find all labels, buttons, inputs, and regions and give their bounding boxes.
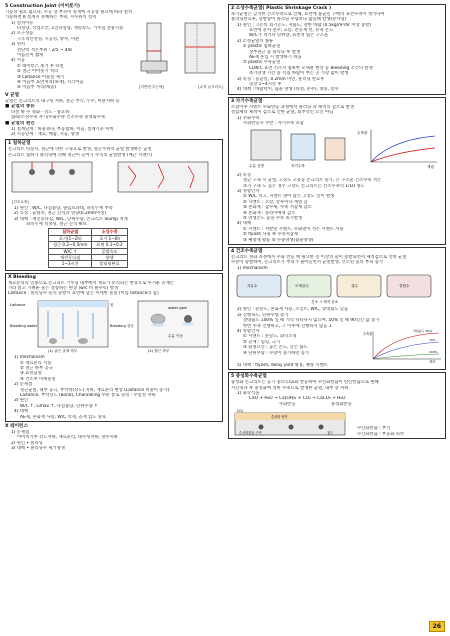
list-item: 1) 설치이유 bbox=[11, 20, 34, 26]
text-line: Laitance : 블리딩수 물의 증발시 표면에 남는 미세한 물질 (이를 laitance라 함) bbox=[8, 291, 159, 297]
list-item: 3) 영향인자 bbox=[237, 188, 260, 194]
list-item: ② 철근 하부 공극 bbox=[20, 366, 53, 372]
figure-label: 수산화칼슘 구역 bbox=[239, 431, 262, 436]
table-cell: 증발속도 bbox=[92, 248, 127, 254]
figure-label: 수분 이동 bbox=[168, 333, 184, 338]
figure-label: (1) 굵은 골재 하부 bbox=[48, 348, 78, 353]
list-item: 1) mechanism bbox=[14, 355, 45, 361]
section-box-autogenous bbox=[228, 97, 446, 245]
text-line: 수분이 증발하여, 콘크리트가 부피가 줄어들면서 균열발생, 건조된 물의 부피 증가 bbox=[231, 260, 383, 266]
list-item: ② 시멘트 : 조강, 알루미나 계열 큼 bbox=[243, 199, 308, 205]
list-item: 초기 구속 도 높은 경우 고강도 콘크리트는 건조수축의 1/10 정도 bbox=[243, 183, 365, 189]
construction-joint-figure bbox=[139, 21, 223, 83]
list-item: 2) 요구성능 bbox=[11, 31, 34, 37]
figure-label: Laitance bbox=[10, 302, 26, 307]
list-item: 철근 구속 시 균열, 고강도 고유동 콘크리트 증가, 큰 구조물 건조수축 적은 bbox=[243, 178, 382, 184]
list-item: 2) 특성 : 균열폭, 철근 간격과 영향(0.2mm이상) bbox=[14, 211, 107, 217]
section-box-settlement bbox=[5, 139, 223, 270]
section-title: V 균열 bbox=[5, 92, 20, 98]
list-item: 상부철근 등 블리딩 후 발생 bbox=[249, 49, 301, 55]
list-item: ④ 단위수량 : 수량이 증가하면 증가 bbox=[243, 350, 310, 356]
figure-caption: [수직 콘크리트] bbox=[198, 85, 223, 90]
section-box-carbonation bbox=[228, 372, 446, 439]
text-line: 블리딩완료후, 증발량이 블리딩 수량보다 많을때 발생(분사형) bbox=[231, 17, 347, 23]
list-item: CON'C 표면 건조시 침하한 모세관 현상 등 Bleeding 조건의 발생 bbox=[249, 65, 373, 71]
subheading: ■ 균열의 원인 bbox=[5, 120, 35, 126]
section-title: 5 Construction Joint (이어붓기) bbox=[5, 4, 81, 9]
carbonation-figure bbox=[231, 407, 351, 437]
list-item: ① plastic 침하균열 bbox=[243, 44, 281, 50]
list-item: 3) 위치 bbox=[11, 42, 26, 48]
text-line: 가라 앉고 가벼운 물은 상승하는 현상 (w/c 비 클수록) 발생 bbox=[8, 286, 119, 291]
list-item: 1) 화학식을 bbox=[237, 391, 260, 397]
list-item: ④ 건조후 미세물질 bbox=[20, 376, 56, 382]
list-item: 1) mechanism bbox=[237, 265, 268, 271]
right-column bbox=[228, 4, 446, 441]
list-item: 2) 특징 bbox=[237, 172, 252, 178]
list-item: ② flyash 사용 ④ 수축저감제 bbox=[243, 232, 299, 238]
list-item: 전단력 적은부위 : 2/5 ~ 4/8 bbox=[17, 47, 72, 53]
list-item: ③ 팽창재 활용 ⑤ 수중양생(습윤양생) bbox=[243, 237, 314, 243]
list-item: 한번 수축 진행하고, 그 이후에 진행하지 않음 ↓ bbox=[243, 323, 333, 329]
section-box-bleeding bbox=[5, 273, 223, 422]
section-box-drying bbox=[228, 247, 446, 370]
list-item: 2) 소성균열의 종류 bbox=[237, 38, 274, 44]
list-item: ⑤ 이음부 처리(채움) bbox=[17, 85, 56, 91]
list-item: 4) 시공 bbox=[11, 58, 26, 64]
list-item: ② 철근 이어붓기 처리 bbox=[17, 69, 59, 75]
list-item: 상대습도 100% 일 때 거의 나타나지 않으며, 50% 일 때 90일간 값 증가 bbox=[243, 318, 380, 324]
list-item: ① 시멘트 : 분말도, 화학조성 bbox=[243, 334, 297, 340]
figure-label: 모세관수 bbox=[295, 284, 309, 289]
table-cell: 초기(1~2h) bbox=[49, 235, 92, 241]
table-cell: W/C ↑ bbox=[49, 248, 92, 254]
list-item: 구조적안전성, 시공성, 방수, 미관 bbox=[17, 36, 80, 42]
list-item: 2) 원인 : 분말도, 혼화재 사용, 조인트, W/C, 상대습도 낮음 bbox=[237, 307, 349, 313]
table-cell: 철근 0.2~0.5mm bbox=[49, 242, 92, 248]
table-header: 소성수축 bbox=[92, 229, 127, 235]
list-item: W/C ↑, Gmax ↑, 다짐불량, 단위수량 ↑ bbox=[20, 403, 98, 409]
text-line: 결합체의 체적이 감소로 인한 균열, 외부적인 요인 아님 bbox=[231, 110, 334, 116]
section-title: 3 자기수축균열 bbox=[231, 98, 263, 104]
table-cell: 양생 bbox=[92, 254, 127, 260]
list-item: 1) 수화수축 bbox=[237, 115, 260, 121]
list-item: 표면에 분사 살수, 흐름, 잔골재 선, 유속 온도 bbox=[249, 28, 334, 34]
table-cell: 재진동다짐 bbox=[49, 254, 92, 260]
table-row bbox=[49, 261, 128, 267]
bleeding-figure bbox=[8, 297, 220, 353]
list-item: 철근균열, 내부 공극, 부착력(강도) 저하, 재료분리 현상 (Laitance 비중이 증가) bbox=[20, 387, 170, 393]
section-title: 1 침하균열 bbox=[8, 141, 31, 147]
section-title: 2 소성수축균열( Plastic Shrinkage Crack ) bbox=[231, 6, 332, 11]
figure-label: 중성화 영역 bbox=[271, 415, 288, 420]
figure-label: 건조 → 체적 감소 bbox=[311, 300, 339, 305]
text-line: 재료분리의 일종으로 콘크리트 거푸집 내부에서 재료가 분리되는 현상으로 무거운 골재는 bbox=[8, 280, 174, 286]
figure-label: Bleeding water bbox=[10, 323, 38, 328]
list-item: 1) 문제점 bbox=[11, 429, 30, 435]
figure-label: 자유수 bbox=[247, 284, 258, 289]
list-item: ③ 환경요인 : 높은 온도, 낮은 습도 bbox=[243, 345, 308, 351]
list-item: ④ 혼화재 : 플라이애쉬 감소 bbox=[243, 210, 296, 216]
list-item: ④ 이음부 표면처리(목재), 직각이음 bbox=[17, 80, 84, 86]
figure-label: Bleeding 상승 bbox=[110, 323, 134, 328]
list-item: 1) 원인 : W/C, 다짐불량, 슬럼프과대, 피복두께 부족 bbox=[14, 205, 113, 211]
list-item: 타설량, 작업조건, 1일타설량, 재령강도, 거푸집 전용시용 bbox=[17, 26, 124, 32]
section-title: 5 중성화수축균열 bbox=[231, 374, 267, 380]
list-item: 초기양생 기간 중 직접 바람이 부는 곳 가장 많이 발생 bbox=[249, 71, 349, 77]
comparison-table bbox=[48, 228, 128, 267]
section-box-plastic bbox=[228, 4, 446, 95]
list-item: 2) 원인 • 블리딩 bbox=[11, 440, 43, 446]
list-item: 3) 대책 • 블리딩수 제거양생 bbox=[11, 446, 65, 452]
text-line: 2) 시공단계 : 재료, 배합, 시공, 양생 bbox=[11, 131, 79, 137]
section-title: X 레이턴스 bbox=[5, 424, 28, 430]
axis-label: 재령 bbox=[429, 360, 436, 364]
formula-label: 중성화반응 bbox=[330, 401, 352, 407]
list-item: 3) 특징 : 등균일, 0.2mm 미만, 블리딩 완료후 bbox=[237, 76, 325, 82]
drying-mechanism-figure bbox=[231, 271, 443, 305]
figure-label: 철근 bbox=[327, 431, 334, 436]
series-label: 100% bbox=[429, 350, 438, 355]
formula: CaO + H₂O → Ca(OH)₂ + CO₂ → CaCO₃ + H₂O bbox=[249, 396, 346, 402]
list-item: ① 레이턴스 제거 후 타설 bbox=[17, 63, 64, 69]
text-line: 기능상 필요 없으나, 시공 상 부득이 설계에 시공상 필요에 따라 설치 bbox=[5, 9, 133, 15]
figure-label: 물 bbox=[110, 302, 114, 307]
text-line: 수산화칼슘 : 부식 bbox=[357, 426, 391, 432]
list-item: 4) 대책 bbox=[14, 409, 29, 415]
figure-label: 자기수축 bbox=[291, 164, 305, 169]
drying-shrinkage-graph bbox=[363, 329, 443, 363]
formula-label: 수화반응 bbox=[279, 401, 296, 407]
table-header: 침하균열 bbox=[49, 229, 92, 235]
list-item: W/C가 적거나 단위량, 표면적 넓은 구조물 bbox=[249, 33, 329, 39]
figure-label: 결합수 bbox=[399, 284, 410, 289]
text-line: 가능하면 K 설계시 유해하은 부위, 저수위의 설치 bbox=[5, 15, 97, 21]
list-item: 1) 원인 : 고온의 외기온도, 저습도, 강한 바람 (0.5kg/m²/hr 이상 증발) bbox=[237, 22, 371, 28]
table-cell: 초기 1~6h bbox=[92, 235, 127, 241]
axis-label: 수축률 bbox=[357, 131, 368, 136]
figure-label: water gain bbox=[168, 305, 188, 310]
list-item: AE제 혼입 시 발생하기 쉬움 bbox=[249, 55, 302, 61]
text-line: 타설 하 수 경화 - 강도 - 중요하 bbox=[11, 109, 70, 115]
list-item: 형상 1~4시간 후 bbox=[249, 82, 282, 88]
list-item: 이어치기부 강도저하, 재료분리, 내수성저하, 방수저하 bbox=[17, 435, 118, 441]
figure-label: 겔수 bbox=[351, 284, 358, 289]
settlement-crack-figure bbox=[8, 158, 220, 198]
figure-caption: [지반면 부근에] bbox=[139, 85, 164, 90]
text-line: 콘크리트 경화 과정에서 수화 반응 에 필요한 것 이상의 물이 증발되면서 체적감소로 인한 균열 bbox=[231, 254, 407, 260]
list-item: AE제, 혼화재 사용, W/C 작게, 골재 입도 양호 bbox=[20, 414, 107, 420]
list-item: ① W/C 적고, 시멘트 양이 많은 고강도 일이 발생 bbox=[243, 194, 335, 200]
list-item: 3) 대책 : 재진동다짐, W/C, 단위수량, 콘크리트 Slump 적게 bbox=[14, 216, 128, 222]
list-item: ③ Laitance 이물질 제거 bbox=[17, 74, 64, 80]
text-line: 콘크리트 침하가 블리딩에 의해 철근이 들어가 수직의 균열발생 (배근 시멘트) bbox=[8, 152, 153, 158]
text-line: 1) 설계단계 : 하중과다, 부동침하, 이음, 설계기준 미비 bbox=[11, 126, 114, 132]
text-line: 콘크리트 타설시, 철근에 의한 구속으로 발생, 철근주위의 균열 발생하는 균열 bbox=[8, 147, 152, 153]
list-item: ③ 표면균열 bbox=[20, 371, 42, 377]
text-line: 조합이후 시멘트 수화반응 과정에서 블리딩 과 체적의 감소로 발생 bbox=[231, 104, 354, 110]
list-item: 4) 영향인자 bbox=[237, 329, 260, 335]
subheading: ■ 균열의 종류 bbox=[5, 104, 35, 110]
list-item: 4) 대책 bbox=[237, 221, 252, 227]
list-item: ③ 혼화제 : 감수제, 수축 저감제 감소 bbox=[243, 205, 312, 211]
figure-caption: [건조수축] bbox=[12, 200, 29, 205]
axis-label: 수축률 bbox=[363, 332, 373, 337]
table-cell: 블리딩완료 bbox=[92, 261, 127, 267]
list-item: 2) 문제점 bbox=[14, 382, 33, 388]
section-title: 4 건조수축균열 bbox=[231, 249, 263, 254]
text-line: 균열은 콘크리트의 내구성 저하, 철근 부식, 누수, 미관저하 등 bbox=[5, 98, 120, 104]
list-item: 5) 대책 : flyash, delay joint 활용, 팽창 시멘트 bbox=[237, 363, 328, 369]
figure-label: 수분 증발 bbox=[249, 164, 265, 169]
text-line: 중성화 콘크리트는 공기 중의 CO₂와 반응하여 수산화칼슘이 탄산칼슘으로 변해 bbox=[231, 380, 379, 386]
text-line: 수산화칼슘 : 부동화 피막 bbox=[357, 431, 405, 437]
page-number: 26 bbox=[429, 621, 445, 632]
text-line: 침하/소성수축 자기/수화수축 건조수축 중성화수축 bbox=[11, 115, 106, 121]
table-cell: 표면 0.1~0.2 bbox=[92, 242, 127, 248]
list-item: 이음길이 짧게 bbox=[17, 53, 44, 59]
series-label: 70% bbox=[429, 338, 436, 343]
text-line: 초기균열은 급격한 건조수축으로 인해, 표면에 불균일 구배의 표면수축이 생겨나며 bbox=[231, 11, 385, 17]
list-item: ① 재료분리 작용 bbox=[20, 360, 52, 366]
figure-label: (2) 철근 하부 bbox=[148, 348, 170, 353]
list-item: 3) 원인 bbox=[14, 398, 29, 404]
axis-label: 재령 bbox=[427, 165, 434, 170]
section-title: X Bleeding bbox=[8, 274, 36, 280]
list-item: ② 골재 : 입형, 크기 bbox=[243, 339, 281, 345]
list-item: ② plastic 수축균열 bbox=[243, 60, 281, 66]
left-column bbox=[5, 4, 223, 452]
autogenous-figure bbox=[231, 126, 443, 170]
list-item: 수화반응시 수반 : 자기수축 포함 bbox=[243, 120, 304, 126]
list-item: ① 시멘트 : 저발열 시멘트, 수화열이 적은 시멘트 사용 bbox=[243, 226, 344, 232]
list-item: 3) 진행속도, 단위수량 증가 bbox=[237, 312, 289, 318]
series-label: 상대습도 50% bbox=[413, 329, 433, 334]
text-line: 시간경과 후 중성화에 의한 수축으로 발생한 균열, 내부 강 저하 bbox=[231, 385, 349, 391]
figure-label: CO₂ bbox=[237, 409, 244, 414]
table-cell: 1~3시간 bbox=[49, 261, 92, 267]
list-item: ⑤ 양생온도 높을 수록 초기발생 bbox=[243, 215, 303, 221]
list-item: 피복두께 적정성, 철근 간격 확보 bbox=[26, 221, 87, 227]
list-item: 4) 대책 : 바람막이, 습윤 양생 (타설, 분무), 방풍, 살수 bbox=[237, 87, 339, 93]
list-item: Laitance, 부착강도 (bond), Channeling 수분 통로 형성 - 수밀성 저하 bbox=[20, 393, 156, 399]
